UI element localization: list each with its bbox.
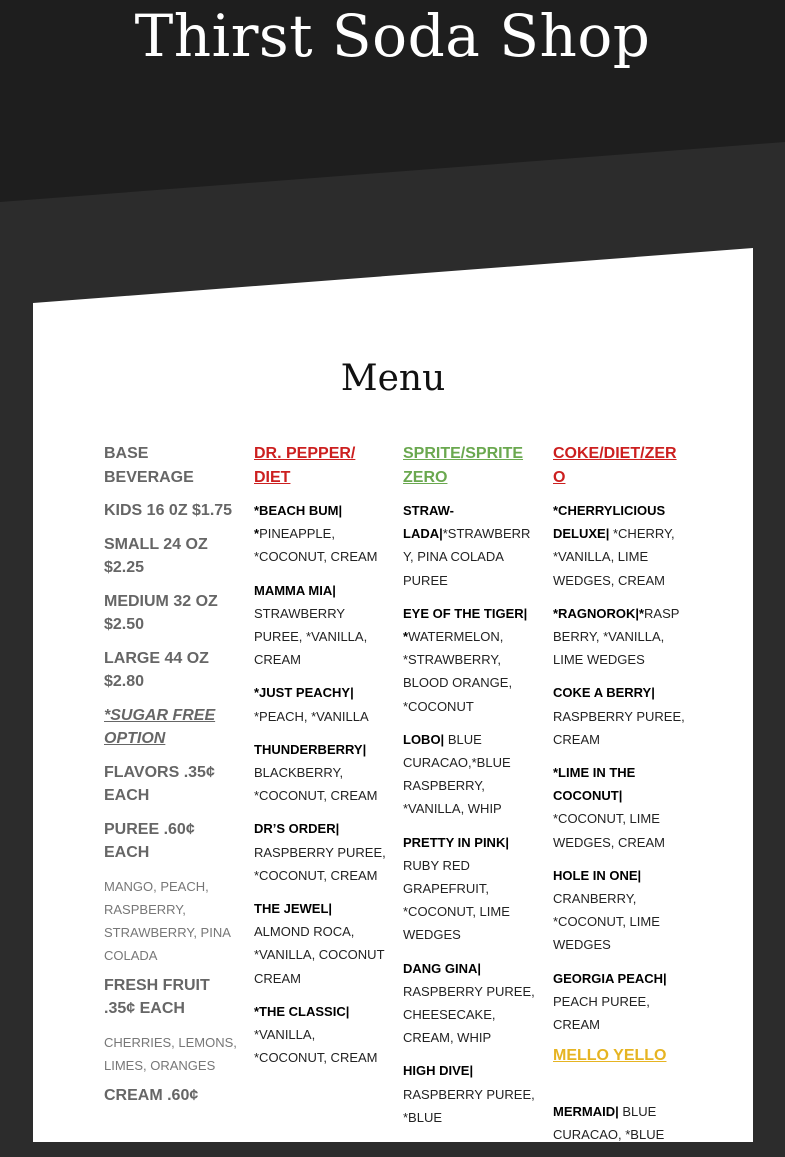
fruit-list: CHERRIES, LEMONS, LIMES, ORANGES	[104, 1034, 237, 1073]
drink-item	[553, 761, 687, 854]
size-medium: MEDIUM 32 OZ $2.50	[104, 592, 218, 633]
drink-desc: BLUE CURACAO, *BLUE	[553, 1104, 665, 1143]
drink-name: STRAW-LADA|	[403, 503, 455, 542]
drink-name: *THE CLASSIC|	[254, 1003, 350, 1019]
drink-item	[403, 831, 535, 947]
drink-item	[553, 1100, 687, 1146]
puree-price: PUREE .60¢ EACH	[104, 820, 195, 861]
cream-price: CREAM .60¢	[104, 1086, 199, 1104]
drink-desc: RASPBERRY PUREE, *BLUE	[403, 1086, 535, 1125]
drink-item	[553, 967, 687, 1037]
drink-name: MAMMA MIA|	[254, 582, 336, 598]
fresh-fruit-price: FRESH FRUIT .35¢ EACH	[104, 976, 210, 1017]
base-beverage-heading: BASE BEVERAGE	[104, 445, 194, 486]
drink-item	[254, 738, 386, 808]
drink-item	[254, 579, 386, 672]
drink-desc: RASPBERRY, *VANILLA, LIME WEDGES	[553, 605, 680, 668]
drink-desc: ALMOND ROCA, *VANILLA, COCONUT CREAM	[254, 924, 385, 986]
drink-name: *BEACH BUM| *	[254, 503, 343, 542]
drink-name: THUNDERBERRY|	[254, 741, 367, 757]
size-large: LARGE 44 OZ $2.80	[104, 649, 209, 690]
size-kids: KIDS 16 0Z $1.75	[104, 502, 233, 519]
sugar-free-option: *SUGAR FREE OPTION	[104, 706, 216, 747]
pricing-column	[104, 442, 240, 1117]
menu-heading: Menu	[340, 358, 446, 399]
drink-desc: CRANBERRY, *COCONUT, LIME WEDGES	[553, 891, 660, 953]
drink-item	[553, 499, 687, 592]
mello-yello-heading: MELLO YELLO	[553, 1047, 667, 1065]
drink-name: EYE OF THE TIGER| *	[403, 605, 528, 645]
site-title: Thirst Soda Shop	[134, 2, 651, 70]
coke-heading: COKE/DIET/ZERO	[553, 445, 677, 486]
drink-item	[553, 864, 687, 957]
drink-desc: *CHERRY, *VANILLA, LIME WEDGES, CREAM	[553, 526, 675, 588]
drink-name: PRETTY IN PINK|	[403, 834, 509, 850]
drink-desc: RUBY RED GRAPEFRUIT, *COCONUT, LIME WEDGES	[403, 857, 510, 943]
drink-desc: *COCONUT, LIME WEDGES, CREAM	[553, 811, 665, 850]
drink-item	[254, 817, 386, 887]
drink-desc: RASPBERRY PUREE, CREAM	[553, 708, 685, 747]
drink-item	[403, 957, 535, 1050]
drink-desc: *PEACH, *VANILLA	[254, 708, 369, 724]
drink-item	[403, 602, 535, 718]
drink-name: *RAGNOROK|*	[553, 605, 645, 621]
drink-name: *CHERRYLICIOUS DELUXE|	[553, 503, 666, 542]
coke-column	[553, 442, 687, 1157]
drink-name: HIGH DIVE|	[403, 1063, 474, 1079]
drink-item	[553, 681, 687, 751]
drink-item	[403, 728, 535, 821]
drink-item	[403, 1059, 535, 1129]
drink-item	[254, 897, 386, 990]
drink-desc: BLUE CURACAO,*BLUE RASPBERRY, *VANILLA, WHIP	[403, 731, 511, 817]
size-small: SMALL 24 OZ $2.25	[104, 535, 208, 576]
drink-item	[254, 681, 386, 727]
drink-item	[254, 1000, 386, 1070]
drink-desc: BLACKBERRY, *COCONUT, CREAM	[254, 765, 378, 804]
drink-item	[254, 499, 386, 569]
puree-list: MANGO, PEACH, RASPBERRY, STRAWBERRY, PINA COLADA	[104, 878, 231, 963]
sprite-column	[403, 442, 535, 1139]
dr-pepper-heading: DR. PEPPER/ DIET	[254, 445, 356, 486]
drink-name: THE JEWEL|	[254, 901, 333, 917]
drink-desc: *VANILLA, *COCONUT, CREAM	[254, 1027, 378, 1066]
drink-desc: RASPBERRY PUREE, CHEESECAKE, CREAM, WHIP	[403, 983, 535, 1046]
drink-name: DANG GINA|	[403, 960, 482, 976]
sprite-heading: SPRITE/SPRITE ZERO	[403, 445, 524, 486]
drink-name: GEORGIA PEACH|	[553, 970, 667, 986]
drink-name: COKE A BERRY|	[553, 685, 655, 701]
drink-desc: PEACH PUREE, CREAM	[553, 993, 650, 1033]
drink-name: DR’S ORDER|	[254, 821, 340, 837]
drink-desc: STRAWBERRY PUREE, *VANILLA, CREAM	[254, 605, 368, 668]
dr-pepper-column	[254, 442, 386, 1079]
drink-name: *JUST PEACHY|	[254, 685, 354, 701]
drink-item	[403, 499, 535, 592]
drink-desc: WATERMELON, *STRAWBERRY, BLOOD ORANGE, *COCONUT	[403, 629, 513, 714]
flavors-price: FLAVORS .35¢ EACH	[104, 763, 215, 804]
drink-name: LOBO|	[403, 731, 445, 747]
drink-desc: *STRAWBERRY, PINA COLADA PUREE	[403, 526, 531, 588]
drink-desc: RASPBERRY PUREE, *COCONUT, CREAM	[254, 844, 386, 883]
drink-name: HOLE IN ONE|	[553, 867, 642, 883]
drink-desc: PINEAPPLE, *COCONUT, CREAM	[254, 526, 378, 565]
drink-name: *LIME IN THE COCONUT|	[553, 765, 636, 804]
drink-name: MERMAID|	[553, 1104, 619, 1120]
drink-item	[553, 602, 687, 672]
